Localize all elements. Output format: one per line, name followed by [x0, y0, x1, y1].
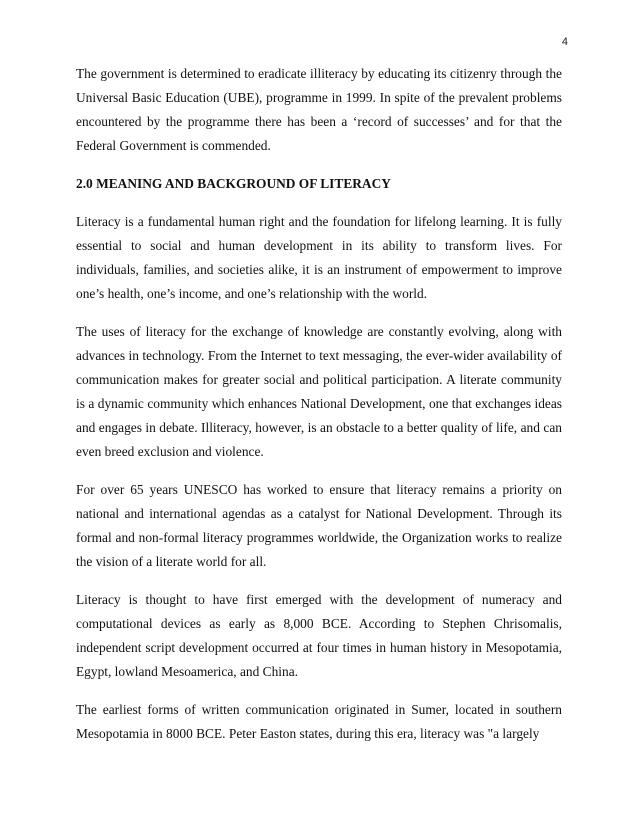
- intro-paragraph: The government is determined to eradicate illiteracy by educating its citizenry through the Universal Basic Education (UBE), programme in 1999. In spite of the prevalent problems encountered by the programme there has been a ‘record of successes’ and for that the Federal Government is commended.: [76, 66, 562, 153]
- paragraph-literacy-right: Literacy is a fundamental human right and the foundation for lifelong learning. It is fully essential to social and human development in its ability to transform lives. For individuals, families, and societies alike, it is an instrument of empowerment to improve one’s health, one’s income, and one’s relationship with the world.: [76, 214, 562, 301]
- page-number: 4: [561, 36, 568, 48]
- paragraph-sumer: The earliest forms of written communication originated in Sumer, located in southern Mesopotamia in 8000 BCE. Peter Easton states, during this era, literacy was "a largely: [76, 702, 562, 741]
- page-body: [76, 62, 562, 760]
- paragraph-unesco: For over 65 years UNESCO has worked to ensure that literacy remains a priority on national and international agendas as a catalyst for National Development. Through its formal and non-formal literacy programmes worldwide, the Organization works to realize the vision of a literate world for all.: [76, 482, 562, 569]
- section-heading: 2.0 MEANING AND BACKGROUND OF LITERACY: [76, 176, 391, 191]
- paragraph-uses-of-literacy: The uses of literacy for the exchange of knowledge are constantly evolving, along with advances in technology. From the Internet to text messaging, the ever-wider availability of communication makes for greater social and political participation. A literate community is a dynamic community which enhances National Development, one that exchanges ideas and engages in debate. Illiteracy, however, is an obstacle to a better quality of life, and can even breed exclusion and violence.: [76, 324, 562, 459]
- paragraph-origins: Literacy is thought to have first emerged with the development of numeracy and computational devices as early as 8,000 BCE. According to Stephen Chrisomalis, independent script development occurred at four times in human history in Mesopotamia, Egypt, lowland Mesoamerica, and China.: [76, 592, 562, 679]
